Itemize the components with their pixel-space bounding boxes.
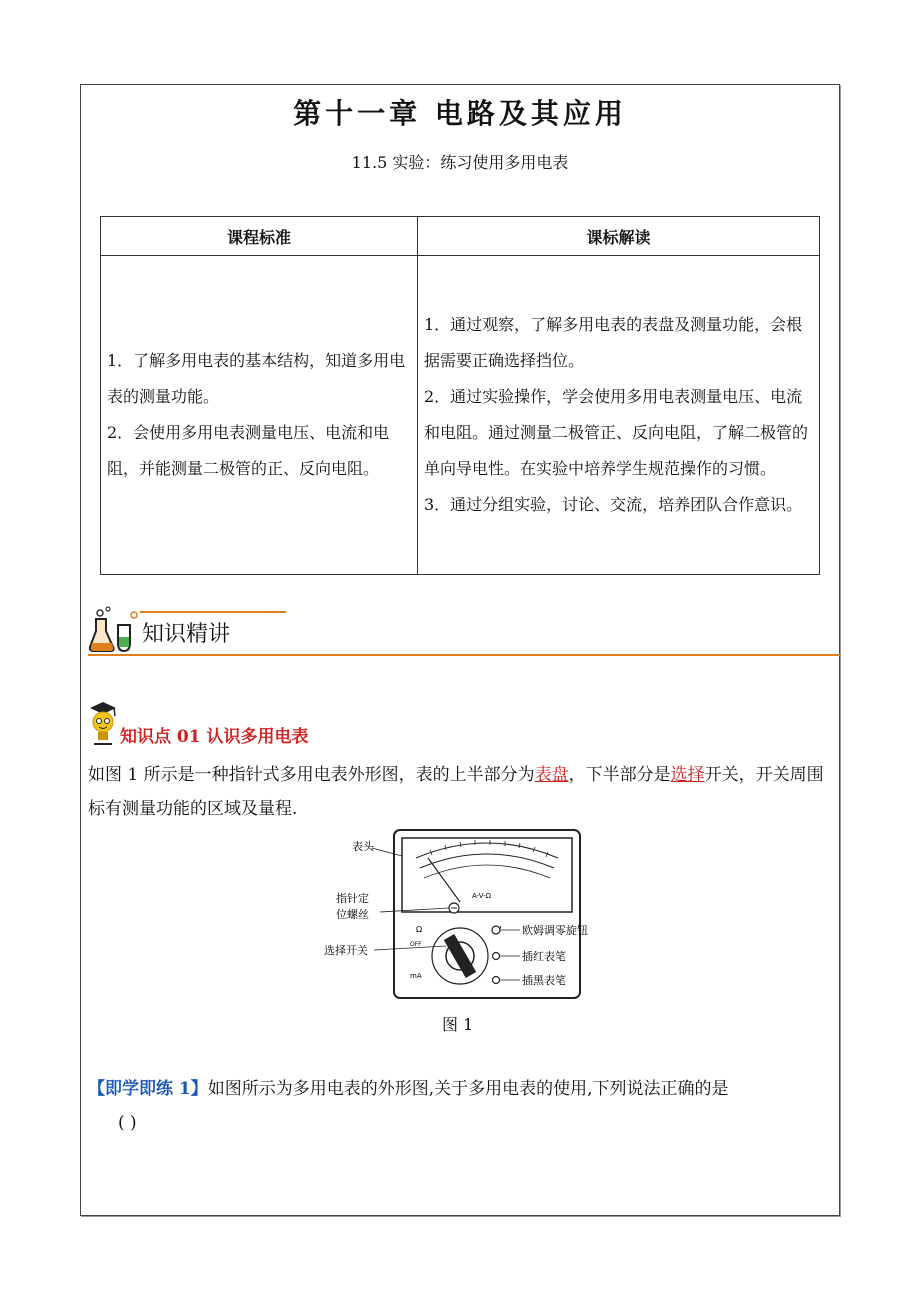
label-ohm-zero-knob: 欧姆调零旋钮 xyxy=(522,924,588,937)
meter-window xyxy=(402,838,572,912)
knowledge-point-label: 知识点 01 认识多用电表 xyxy=(120,727,309,747)
label-selector-switch: 选择开关 xyxy=(324,944,368,957)
figure-caption: 图 1 xyxy=(442,1015,474,1034)
interpretation-item: 1．通过观察，了解多用电表的表盘及测量功能，会根据需要正确选择挡位。 xyxy=(424,315,803,370)
ohm-zero-knob-icon xyxy=(492,926,500,934)
answer-paren: ( ) xyxy=(118,1113,137,1133)
flask-icon xyxy=(88,605,138,655)
label-black-probe: 插黑表笔 xyxy=(522,974,566,987)
interpretation-cell xyxy=(418,256,820,575)
label-pointer-screw: 位螺丝 xyxy=(336,908,369,921)
intro-text: 开关，开关周围标有测量功能的区域及量程. xyxy=(88,765,824,819)
banner-accent-bar xyxy=(140,611,286,613)
ma-label: mA xyxy=(410,972,422,980)
banner-label: 知识精讲 xyxy=(142,622,231,647)
section-banner xyxy=(88,603,840,655)
scholar-bulb-icon xyxy=(88,700,118,748)
label-pointer-screw: 指针定 xyxy=(336,892,369,905)
intro-text: 如图 1 所示是一种指针式多用电表外形图，表的上半部分为 xyxy=(88,765,535,785)
section-subtitle: 11.5 实验：练习使用多用电表 xyxy=(351,153,569,172)
standard-item: 1．了解多用电表的基本结构，知道多用电表的测量功能。 xyxy=(107,351,406,406)
col-header-interpretation: 课标解读 xyxy=(418,217,820,256)
keyword-select: 选择 xyxy=(670,765,705,785)
standard-item: 2．会使用多用电表测量电压、电流和电阻，并能测量二极管的正、反向电阻。 xyxy=(107,423,390,478)
chapter-title: 第十一章 电路及其应用 xyxy=(293,97,627,130)
interpretation-item: 2．通过实验操作，学会使用多用电表测量电压、电流和电阻。通过测量二极管正、反向电阻，了解二极管的单向导电性。在实验中培养学生规范操作的习惯。 xyxy=(424,387,809,478)
intro-paragraph xyxy=(88,758,838,826)
intro-text: ，下半部分是 xyxy=(568,765,671,785)
exercise-block xyxy=(88,1072,838,1140)
standards-table xyxy=(100,216,820,575)
label-meter-head: 表头 xyxy=(352,840,374,853)
keyword-dial: 表盘 xyxy=(534,765,569,785)
red-jack-icon xyxy=(493,953,500,960)
exercise-question: 如图所示为多用电表的外形图,关于多用电表的使用,下列说法正确的是 xyxy=(207,1079,729,1099)
col-header-standard: 课程标准 xyxy=(101,217,418,256)
dial-unit-text: A-V-Ω xyxy=(472,892,492,900)
standard-cell xyxy=(101,256,418,575)
label-red-probe: 插红表笔 xyxy=(522,950,566,963)
knowledge-point-heading xyxy=(88,700,488,748)
multimeter-figure xyxy=(320,828,610,1004)
ohm-label: Ω xyxy=(416,925,423,934)
banner-divider xyxy=(88,654,840,656)
interpretation-item: 3．通过分组实验，讨论、交流，培养团队合作意识。 xyxy=(424,495,803,514)
black-jack-icon xyxy=(493,977,500,984)
exercise-tag: 【即学即练 1】 xyxy=(88,1079,208,1099)
off-label: OFF xyxy=(410,941,422,948)
